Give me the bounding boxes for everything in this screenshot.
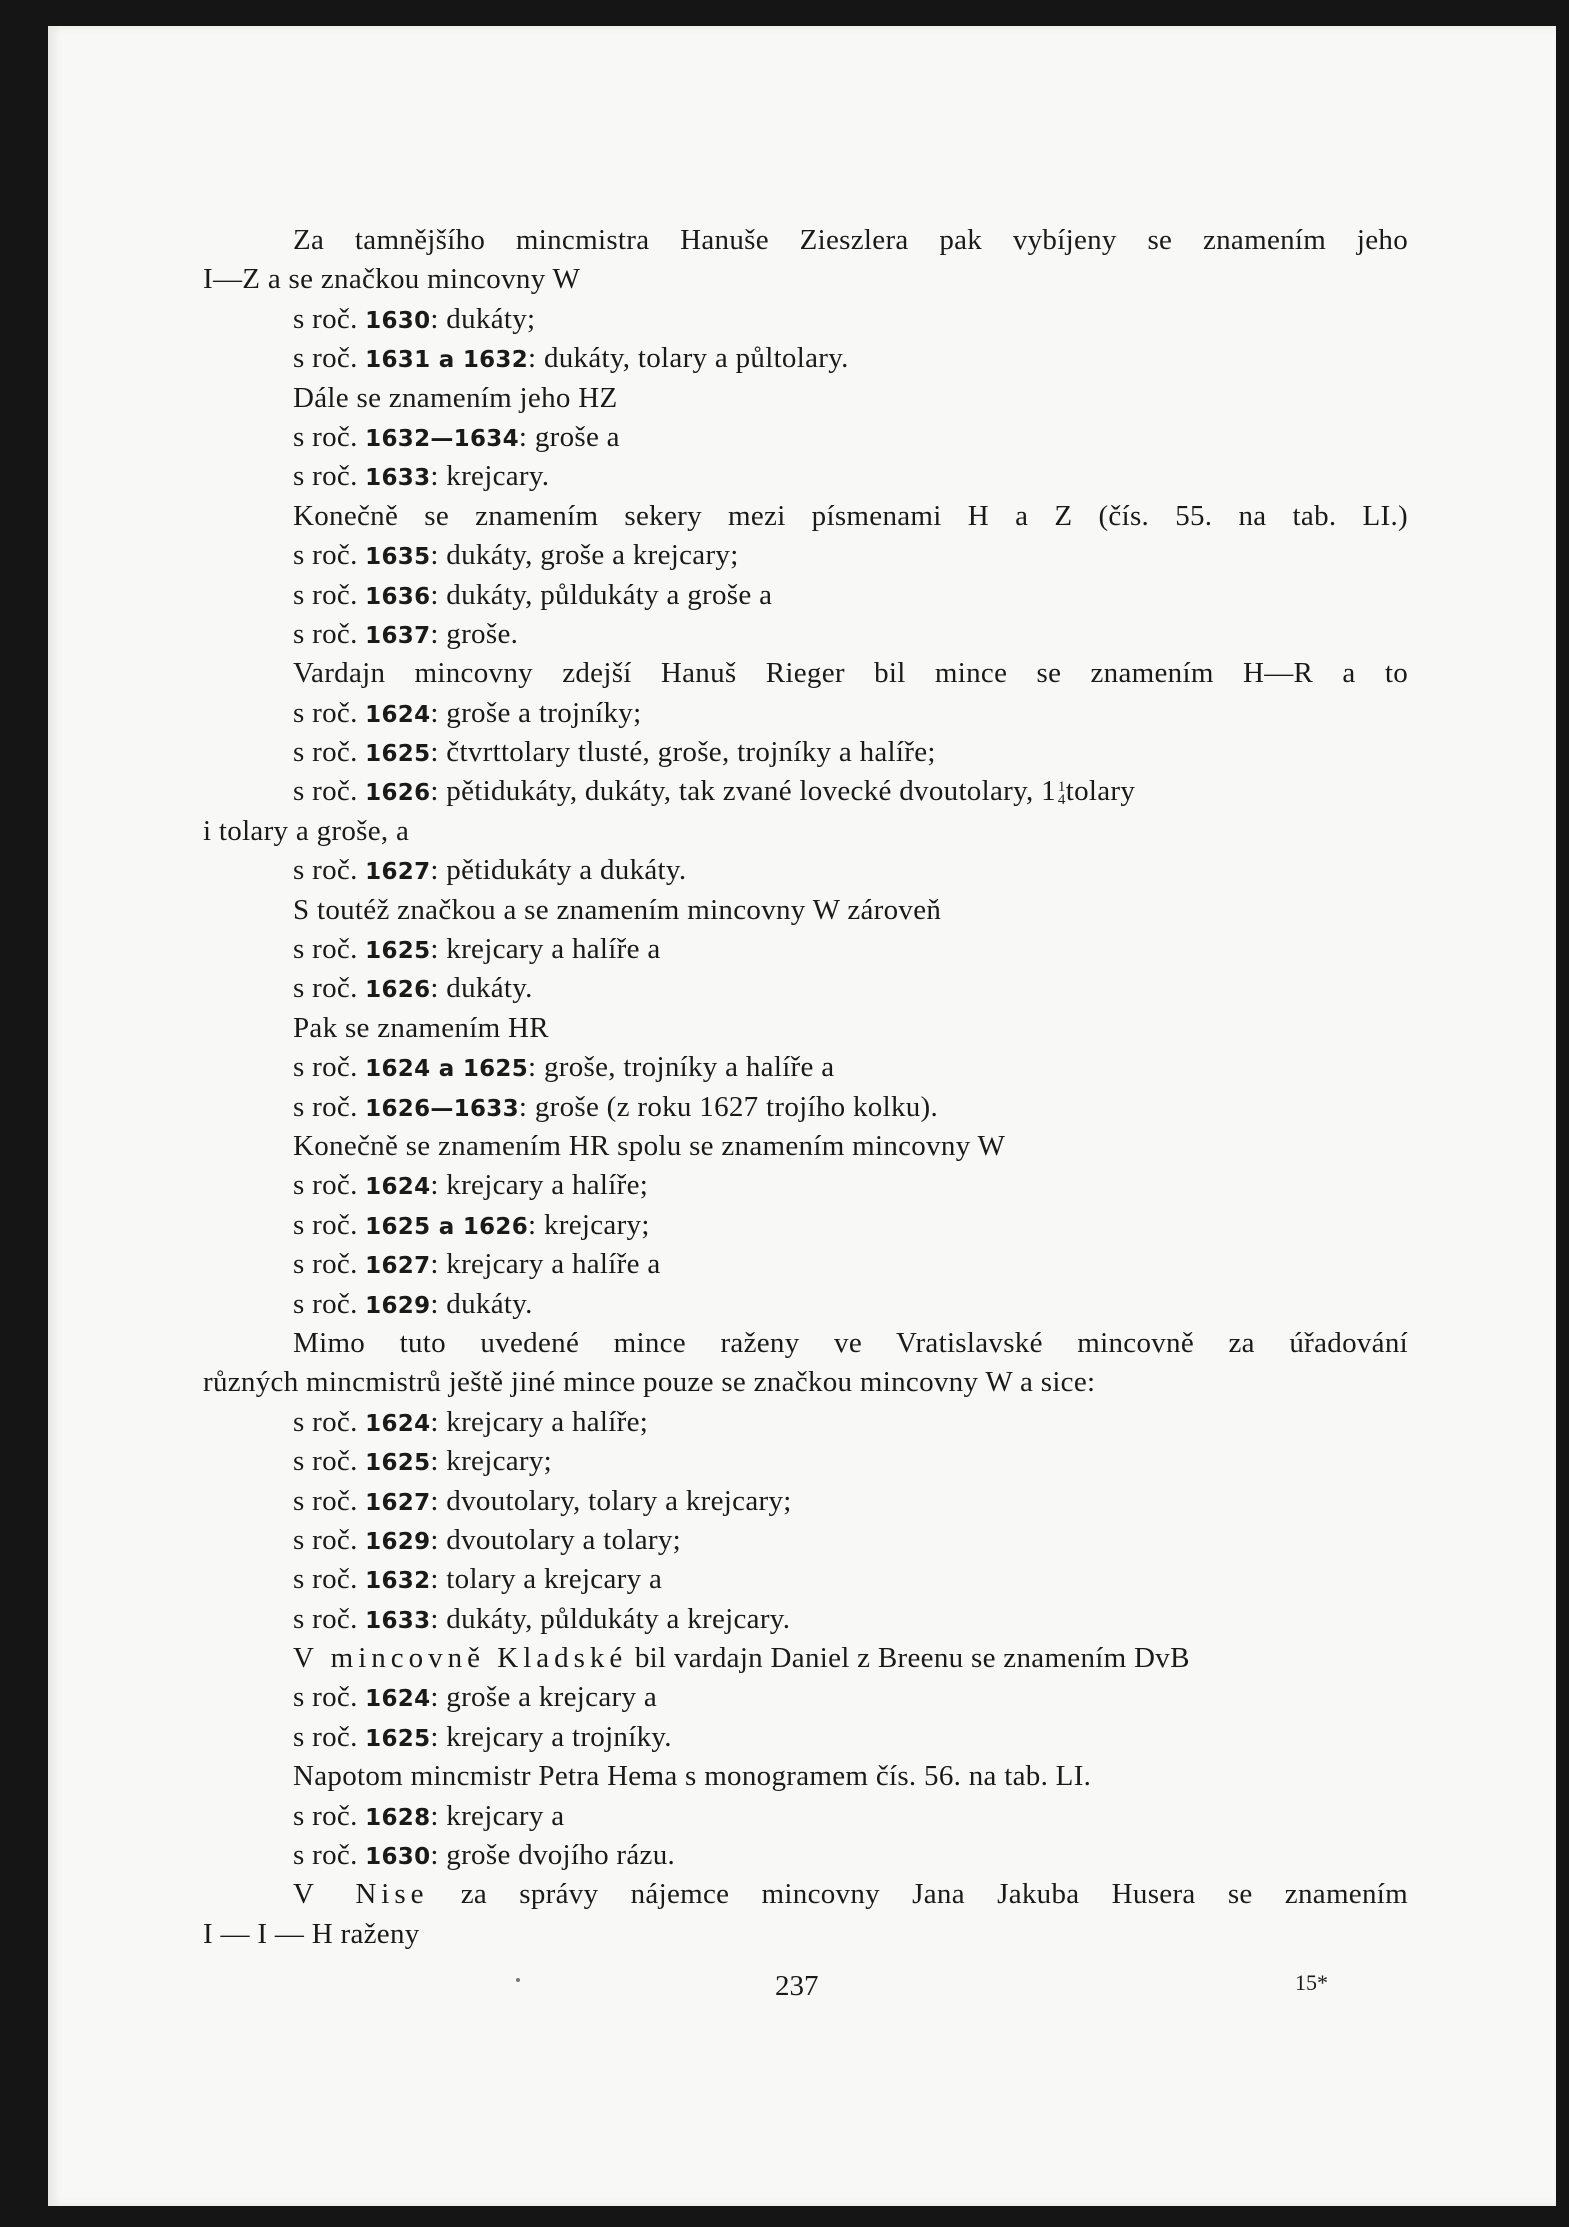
year-prefix: s roč. [293, 736, 366, 769]
entry-text: : dvoutolary a tolary; [430, 1523, 682, 1556]
year-value: 1633 [365, 465, 431, 492]
year-prefix: s roč. [293, 696, 366, 729]
year-prefix: s roč. [293, 342, 366, 375]
year-entry-line [203, 1482, 1408, 1521]
year-entry-line [203, 969, 1408, 1008]
year-value: 1632 [365, 1568, 431, 1595]
paragraph-text: bil vardajn Daniel z Breenu se znamením DvB [627, 1642, 1190, 1675]
entry-text: : čtvrttolary tlusté, groše, trojníky a halíře; [430, 736, 936, 769]
entry-text: : tolary a krejcary a [430, 1563, 663, 1596]
year-entry-line [203, 615, 1408, 654]
year-value: 1630 [365, 1844, 431, 1871]
entry-text: : groše a [518, 420, 620, 453]
year-value: 1625 [365, 741, 431, 768]
year-prefix: s roč. [293, 1051, 366, 1084]
page-footer [203, 1970, 1408, 2010]
year-entry-line [203, 694, 1408, 733]
entry-text: : krejcary a halíře; [430, 1405, 649, 1438]
year-entry-line [203, 1206, 1408, 1245]
year-entry-line [203, 1088, 1408, 1127]
year-value: 1635 [365, 544, 431, 571]
page-number: 237 [775, 1970, 819, 2002]
book-page [48, 26, 1556, 2206]
year-value: 1625 a 1626 [365, 1213, 529, 1240]
entry-text: : krejcary a halíře a [430, 1248, 661, 1281]
year-prefix: s roč. [293, 617, 366, 650]
year-prefix: s roč. [293, 1602, 366, 1635]
entry-text: : krejcary a [430, 1799, 565, 1832]
year-value: 1627 [365, 859, 431, 886]
paragraph-line: Napotom mincmistr Petra Hema s monogramem čís. 56. na tab. LI. [293, 1760, 1092, 1793]
year-prefix: s roč. [293, 775, 366, 808]
printer-signature-mark: 15* [1295, 1970, 1328, 1995]
entry-text: : dukáty, tolary a půltolary. [528, 342, 849, 375]
entry-text: : krejcary. [430, 460, 550, 493]
fraction [1057, 778, 1066, 808]
year-entry-line [203, 339, 1408, 378]
year-entry-line [203, 1678, 1408, 1717]
year-value: 1633 [365, 1607, 431, 1634]
paragraph-line: Konečně se znamením HR spolu se znamením mincovny W [293, 1129, 1006, 1162]
year-value: 1637 [365, 622, 431, 649]
spaced-heading: V mincovně Kladské [293, 1642, 628, 1675]
entry-text: : dukáty, půldukáty a groše a [430, 578, 773, 611]
year-prefix: s roč. [293, 972, 366, 1005]
year-entry-line [203, 1403, 1408, 1442]
year-value: 1629 [365, 1292, 431, 1319]
year-value: 1626 [365, 977, 431, 1004]
entry-text: : dvoutolary, tolary a krejcary; [430, 1484, 792, 1517]
year-value: 1625 [365, 938, 431, 965]
year-value: 1627 [365, 1489, 431, 1516]
year-prefix: s roč. [293, 302, 366, 335]
year-value: 1636 [365, 583, 431, 610]
year-value: 1625 [365, 1725, 431, 1752]
continuation-line: I — I — H raženy [203, 1917, 420, 1950]
year-entry-line [203, 1836, 1408, 1875]
year-entry-line [203, 418, 1408, 457]
year-entry-line [203, 1245, 1408, 1284]
ink-speck [516, 1978, 520, 1982]
paragraph-line: Mimo tuto uvedené mince raženy ve Vratislavské mincovně za úřadování [293, 1326, 1408, 1359]
year-value: 1626 [365, 780, 431, 807]
entry-text: : dukáty; [430, 302, 536, 335]
paragraph-line: S toutéž značkou a se znamením mincovny W zároveň [293, 893, 942, 926]
entry-text: : pětidukáty, dukáty, tak zvané lovecké dvoutolary, 1 [430, 775, 1056, 808]
year-entry-line [203, 300, 1408, 339]
year-prefix: s roč. [293, 933, 366, 966]
entry-text: : groše (z roku 1627 trojího kolku). [518, 1090, 939, 1123]
entry-text: : dukáty. [430, 972, 533, 1005]
year-prefix: s roč. [293, 1248, 366, 1281]
year-prefix: s roč. [293, 1445, 366, 1478]
entry-text: : krejcary; [528, 1208, 650, 1241]
entry-text: : dukáty. [430, 1287, 533, 1320]
paragraph-line: Za tamnějšího mincmistra Hanuše Zieszlera pak vybíjeny se znamením jeho [293, 224, 1408, 256]
entry-text: : dukáty, půldukáty a krejcary. [430, 1602, 791, 1635]
fraction-numerator: 1 [1057, 778, 1066, 795]
paragraph-line [203, 1875, 1408, 1914]
year-entry-line [203, 1285, 1408, 1324]
year-entry-line [203, 930, 1408, 969]
entry-text: : dukáty, groše a krejcary; [430, 539, 739, 572]
year-value: 1624 [365, 1686, 431, 1713]
entry-text: : krejcary; [430, 1445, 553, 1478]
continuation-line: různých mincmistrů ještě jiné mince pouze se značkou mincovny W a sice: [203, 1366, 1096, 1399]
year-entry-line [203, 1442, 1408, 1481]
year-prefix: s roč. [293, 1563, 366, 1596]
year-value: 1628 [365, 1804, 431, 1831]
entry-text-tail: tolary [1065, 775, 1136, 808]
year-prefix: s roč. [293, 854, 366, 887]
year-entry-line [203, 1521, 1408, 1560]
year-prefix: s roč. [293, 420, 366, 453]
year-prefix: s roč. [293, 1523, 366, 1556]
year-prefix: s roč. [293, 1090, 366, 1123]
year-entry-line [203, 772, 1408, 811]
year-entry-line [203, 733, 1408, 772]
spaced-heading: V Nise [293, 1878, 429, 1911]
paragraph-text: za správy nájemce mincovny Jana Jakuba Husera se znamením [428, 1878, 1408, 1911]
paragraph-line: Dále se znamením jeho HZ [293, 381, 618, 414]
year-prefix: s roč. [293, 1839, 366, 1872]
year-entry-line [203, 1166, 1408, 1205]
paragraph-line: Konečně se znamením sekery mezi písmenami H a Z (čís. 55. na tab. LI.) [293, 499, 1408, 532]
year-value: 1629 [365, 1528, 431, 1555]
year-prefix: s roč. [293, 460, 366, 493]
year-prefix: s roč. [293, 1208, 366, 1241]
year-prefix: s roč. [293, 539, 366, 572]
year-entry-line [203, 1718, 1408, 1757]
year-value: 1631 a 1632 [365, 347, 529, 374]
paragraph-line [203, 1639, 1408, 1678]
entry-text: : groše, trojníky a halíře a [528, 1051, 835, 1084]
year-value: 1624 [365, 1174, 431, 1201]
year-value: 1632—1634 [365, 425, 519, 452]
year-value: 1630 [365, 307, 431, 334]
paragraph-line: Vardajn mincovny zdejší Hanuš Rieger bil mince se znamením H—R a to [293, 657, 1408, 690]
entry-text: : groše dvojího rázu. [430, 1839, 676, 1872]
year-prefix: s roč. [293, 1287, 366, 1320]
year-prefix: s roč. [293, 1405, 366, 1438]
year-value: 1627 [365, 1253, 431, 1280]
year-prefix: s roč. [293, 1484, 366, 1517]
year-entry-line [203, 1797, 1408, 1836]
year-entry-line [203, 1560, 1408, 1599]
continuation-line: I—Z a se značkou mincovny W [203, 263, 581, 296]
entry-text: : groše. [430, 617, 519, 650]
year-value: 1626—1633 [365, 1095, 519, 1122]
page-body-text [203, 221, 1408, 1954]
year-value: 1624 [365, 1410, 431, 1437]
year-prefix: s roč. [293, 578, 366, 611]
year-entry-line [203, 1600, 1408, 1639]
paragraph-line: Pak se znamením HR [293, 1011, 549, 1044]
year-entry-line [203, 457, 1408, 496]
fraction-denominator: 4 [1057, 791, 1066, 808]
entry-text: : groše a trojníky; [430, 696, 642, 729]
entry-text: : krejcary a trojníky. [430, 1720, 672, 1753]
entry-text: : pětidukáty a dukáty. [430, 854, 687, 887]
year-prefix: s roč. [293, 1799, 366, 1832]
entry-text: : krejcary a halíře a [430, 933, 661, 966]
year-value: 1625 [365, 1450, 431, 1477]
entry-text: : groše a krejcary a [430, 1681, 657, 1714]
year-entry-line [203, 851, 1408, 890]
year-prefix: s roč. [293, 1720, 366, 1753]
year-prefix: s roč. [293, 1169, 366, 1202]
entry-text: : krejcary a halíře; [430, 1169, 649, 1202]
year-entry-line [203, 536, 1408, 575]
year-prefix: s roč. [293, 1681, 366, 1714]
year-entry-line [203, 1048, 1408, 1087]
year-value: 1624 [365, 701, 431, 728]
year-entry-line [203, 576, 1408, 615]
continuation-line: i tolary a groše, a [203, 814, 410, 847]
year-value: 1624 a 1625 [365, 1056, 529, 1083]
